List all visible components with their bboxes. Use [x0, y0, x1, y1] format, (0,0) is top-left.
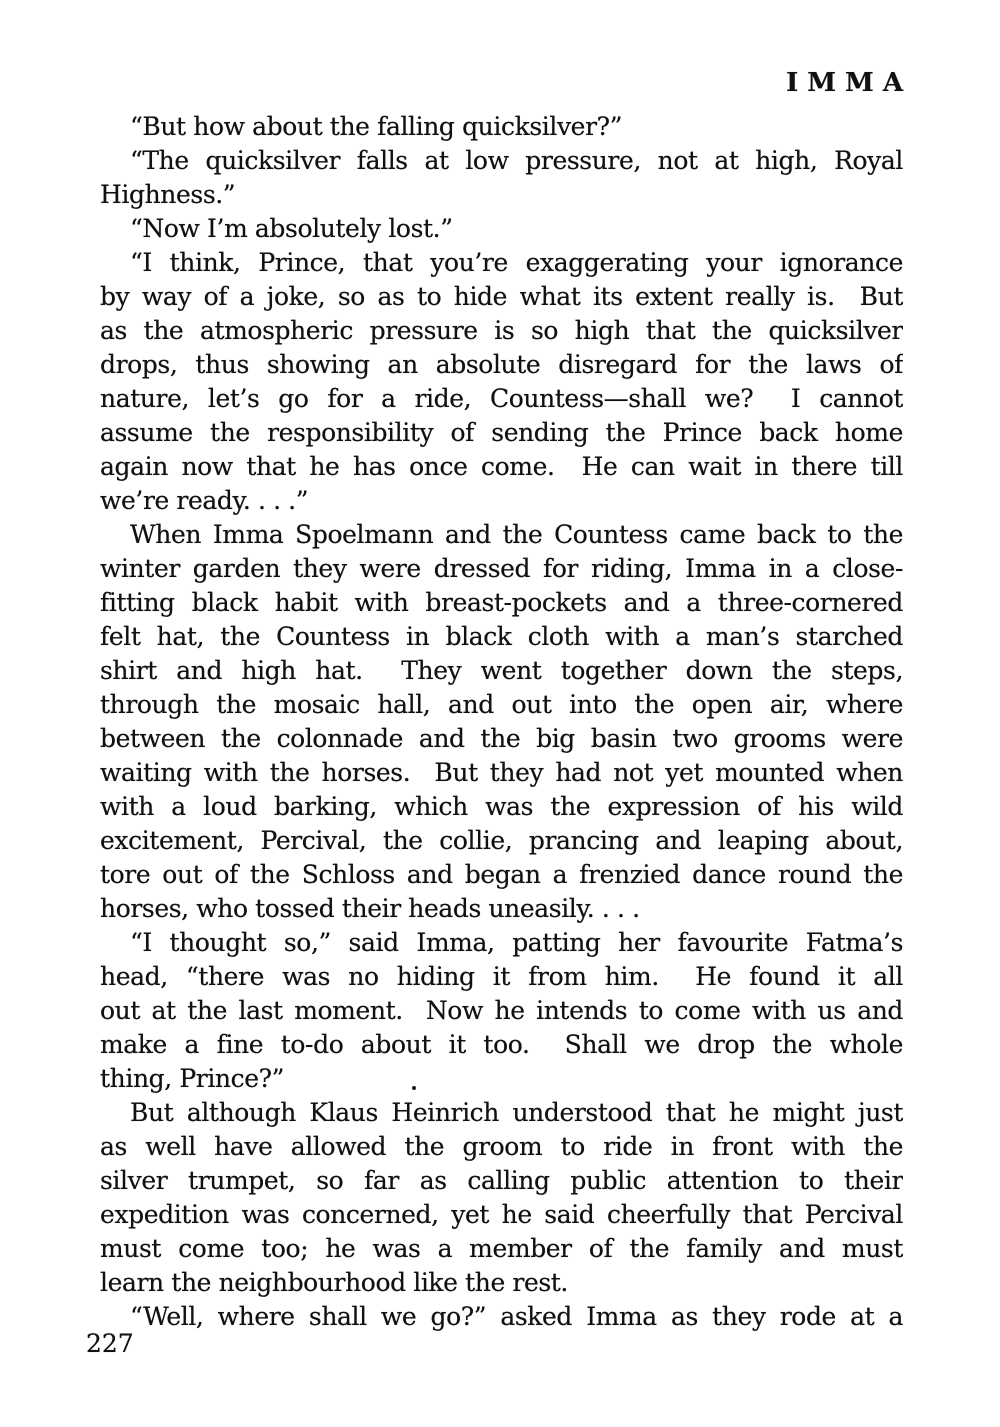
text-line: felt hat, the Countess in black cloth with a man’s starched [100, 622, 903, 651]
text-line: out at the last moment. Now he intends to come with us and [100, 996, 903, 1025]
text-line: by way of a joke, so as to hide what its extent really is. But [100, 282, 903, 311]
text-line: horses, who tossed their heads uneasily. . . . [100, 894, 640, 923]
text-line: between the colonnade and the big basin two grooms were [100, 724, 903, 753]
text-line: thing, Prince?” [100, 1064, 284, 1093]
ink-speckle [412, 1086, 416, 1090]
text-line: silver trumpet, so far as calling public attention to their [100, 1166, 903, 1195]
text-line: we’re ready. . . .” [100, 486, 309, 515]
text-line: nature, let’s go for a ride, Countess—shall we? I cannot [100, 384, 903, 413]
text-line: through the mosaic hall, and out into the open air, where [100, 690, 903, 719]
text-line: learn the neighbourhood like the rest. [100, 1268, 568, 1297]
text-line: again now that he has once come. He can wait in there till [100, 452, 903, 481]
text-line: excitement, Percival, the collie, prancing and leaping about, [100, 826, 903, 855]
text-line: But although Klaus Heinrich understood that he might just [130, 1098, 903, 1127]
text-line: as the atmospheric pressure is so high that the quicksilver [100, 316, 903, 345]
text-line: winter garden they were dressed for riding, Imma in a close- [100, 554, 903, 583]
body-text [100, 110, 903, 1334]
text-line: “But how about the falling quicksilver?” [130, 112, 623, 141]
text-line: head, “there was no hiding it from him. He found it all [100, 962, 903, 991]
text-line: as well have allowed the groom to ride in front with the [100, 1132, 903, 1161]
text-line: make a fine to-do about it too. Shall we drop the whole [100, 1030, 903, 1059]
text-line: drops, thus showing an absolute disregard for the laws of [100, 350, 903, 379]
text-line: “Well, where shall we go?” asked Imma as they rode at a [130, 1302, 903, 1331]
text-column [100, 0, 912, 1427]
text-line: shirt and high hat. They went together down the steps, [100, 656, 903, 685]
text-line: tore out of the Schloss and began a frenzied dance round the [100, 860, 903, 889]
text-line: When Imma Spoelmann and the Countess came back to the [130, 520, 903, 549]
text-line: fitting black habit with breast-pockets and a three-cornered [100, 588, 903, 617]
text-line: with a loud barking, which was the expression of his wild [100, 792, 903, 821]
running-header: IMMA [786, 68, 912, 98]
text-line: Highness.” [100, 180, 236, 209]
text-line: waiting with the horses. But they had not yet mounted when [100, 758, 903, 787]
text-line: expedition was concerned, yet he said cheerfully that Percival [100, 1200, 903, 1229]
text-line: “I think, Prince, that you’re exaggerating your ignorance [130, 248, 903, 277]
text-line: “The quicksilver falls at low pressure, not at high, Royal [130, 146, 903, 175]
text-line: must come too; he was a member of the family and must [100, 1234, 903, 1263]
text-line: “Now I’m absolutely lost.” [130, 214, 453, 243]
text-line: “I thought so,” said Imma, patting her favourite Fatma’s [130, 928, 903, 957]
page-number: 227 [86, 1329, 134, 1358]
text-line: assume the responsibility of sending the Prince back home [100, 418, 903, 447]
